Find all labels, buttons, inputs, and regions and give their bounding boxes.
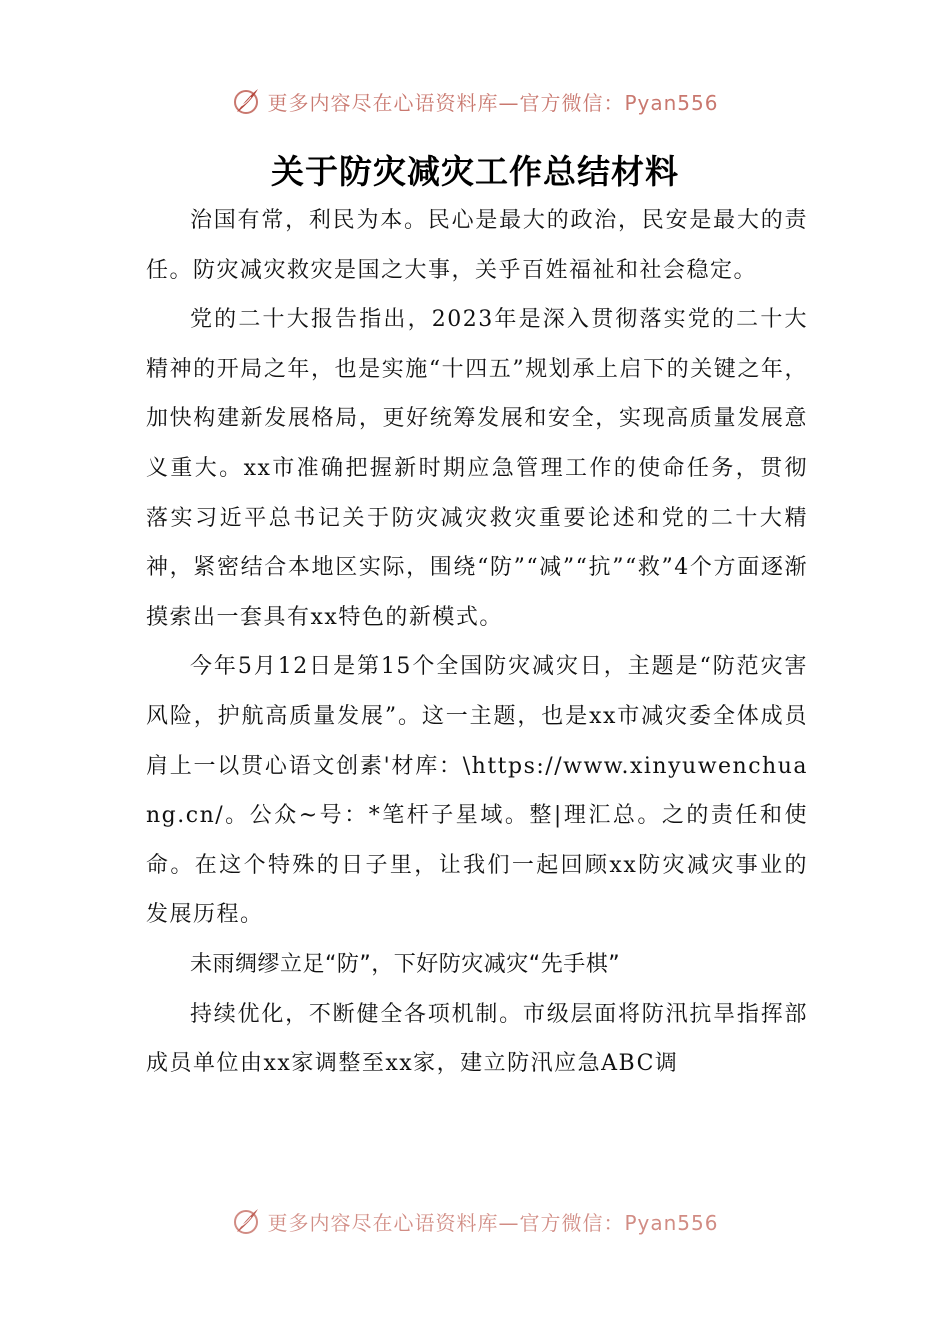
paragraph-4: 持续优化，不断健全各项机制。市级层面将防汛抗旱指挥部成员单位由xx家调整至xx家，建立防汛应急ABC调 xyxy=(146,1001,808,1077)
feather-pen-logo-icon xyxy=(231,1206,261,1236)
paragraph-2: 党的二十大报告指出，2023年是深入贯彻落实党的二十大精神的开局之年，也是实施“十四五”规划承上启下的关键之年，加快构建新发展格局，更好统筹发展和安全，实现高质量发展意义重大。xx市准确把握新时期应急管理工作的使命任务，贯彻落实习近平总书记关于防灾减灾救灾重要论述和党的二十大精神，紧密结合本地区实际，围绕“防”“减”“抗”“救”4个方面逐渐摸索出一套具有xx特色的新模式。 xyxy=(146,307,808,630)
document-body xyxy=(146,196,808,1089)
header-watermark xyxy=(0,86,950,116)
paragraph-3: 今年5月12日是第15个全国防灾减灾日，主题是“防范灾害风险，护航高质量发展”。这一主题，也是xx市减灾委全体成员肩上一以贯心语文创素'材库：\https://www.xinyuwenchuang.cn/。公众~号：*笔杆子星域。整|理汇总。之的责任和使命。在这个特殊的日子里，让我们一起回顾xx防灾减灾事业的发展历程。 xyxy=(146,654,808,928)
paragraph-1: 治国有常，利民为本。民心是最大的政治，民安是最大的责任。防灾减灾救灾是国之大事，关乎百姓福祉和社会稳定。 xyxy=(146,208,808,283)
footer-watermark xyxy=(0,1206,950,1236)
feather-pen-logo-icon xyxy=(231,86,261,116)
watermark-text: 更多内容尽在心语资料库—官方微信：Pyan556 xyxy=(267,90,719,115)
watermark-text: 更多内容尽在心语资料库—官方微信：Pyan556 xyxy=(267,1210,719,1235)
section-heading: 未雨绸缪立足“防”，下好防灾减灾“先手棋” xyxy=(190,951,621,977)
document-title: 关于防灾减灾工作总结材料 xyxy=(271,152,679,191)
